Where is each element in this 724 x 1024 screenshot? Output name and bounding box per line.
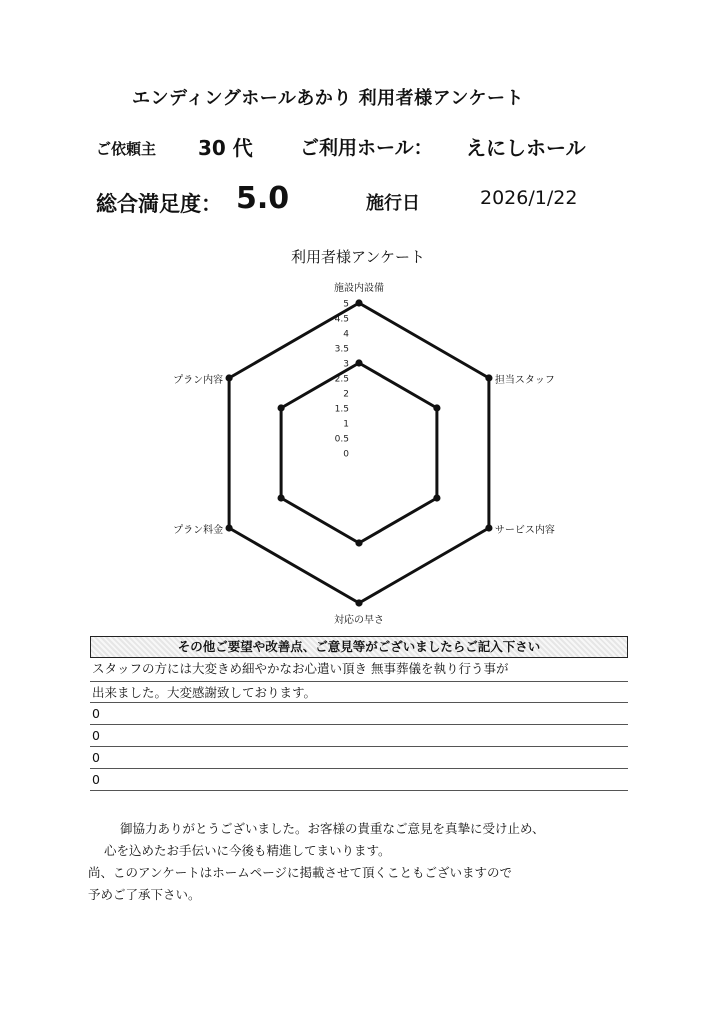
scale-tick-label: 1.5 (334, 404, 349, 415)
radar-series-0-line (229, 303, 489, 603)
radar-point (433, 494, 440, 501)
comment-line: 0 (90, 703, 628, 725)
scale-tick-label: 0.5 (334, 434, 349, 445)
comment-line: スタッフの方には大変きめ細やかなお心遣い頂き 無事葬儀を執り行う事が (90, 658, 628, 682)
chart-title: 利用者様アンケート (290, 248, 426, 266)
comment-line: 0 (90, 747, 628, 769)
closing-line: 尚、このアンケートはホームページに掲載させて頂くこともございますので (88, 865, 513, 880)
radar-axis-label: 対応の早さ (334, 615, 384, 626)
radar-point (355, 359, 362, 366)
hall-value: えにしホール (466, 136, 586, 160)
radar-point (485, 374, 492, 381)
comments-section (90, 636, 628, 791)
radar-point (278, 404, 285, 411)
date-value: 2026/1/22 (480, 187, 578, 209)
radar-axis-label: プラン料金 (173, 525, 224, 536)
closing-line: 御協力ありがとうございました。お客様の貴重なご意見を真摯に受け止め、 (120, 821, 545, 836)
closing-line: 予めご了承下さい。 (88, 887, 201, 902)
radar-point (485, 524, 492, 531)
radar-axis-label: 担当スタッフ (494, 375, 555, 386)
scale-tick-label: 1 (343, 419, 349, 430)
radar-point (278, 494, 285, 501)
scale-tick-label: 2 (343, 389, 349, 400)
radar-point (226, 524, 233, 531)
scale-tick-label: 3.5 (334, 344, 349, 355)
radar-axis-label: プラン内容 (173, 375, 224, 386)
satisfaction-label: 総合満足度： (96, 192, 222, 216)
comment-line: 出来ました。大変感謝致しております。 (90, 682, 628, 703)
radar-axis-label: 施設内設備 (334, 283, 384, 294)
radar-series-1-line (281, 363, 437, 543)
scale-tick-label: 3 (343, 359, 349, 370)
scale-tick-label: 5 (343, 299, 349, 310)
radar-point (226, 374, 233, 381)
scale-tick-label: 4.5 (334, 314, 349, 325)
scale-tick-label: 4 (343, 329, 349, 340)
radar-point (355, 299, 362, 306)
comment-line: 0 (90, 725, 628, 747)
scale-tick-label: 0 (343, 449, 349, 460)
closing-line: 心を込めたお手伝いに今後も精進してまいります。 (104, 843, 391, 858)
requester-age: 30 代 (198, 136, 253, 160)
closing-message (88, 818, 545, 906)
radar-point (355, 539, 362, 546)
comment-line: 0 (90, 769, 628, 791)
hall-label: ご利用ホール： (300, 137, 433, 159)
document-title: エンディングホールあかり 利用者様アンケート (132, 88, 525, 109)
scale-tick-label: 2.5 (334, 374, 349, 385)
comments-header: その他ご要望や改善点、ご意見等がございましたらご記入下さい (90, 636, 628, 658)
radar-point (433, 404, 440, 411)
radar-point (355, 599, 362, 606)
satisfaction-value: 5.0 (236, 181, 290, 216)
date-label: 施行日 (366, 193, 420, 214)
requester-label: ご依頼主 (96, 140, 157, 158)
radar-axis-label: サービス内容 (494, 525, 555, 536)
